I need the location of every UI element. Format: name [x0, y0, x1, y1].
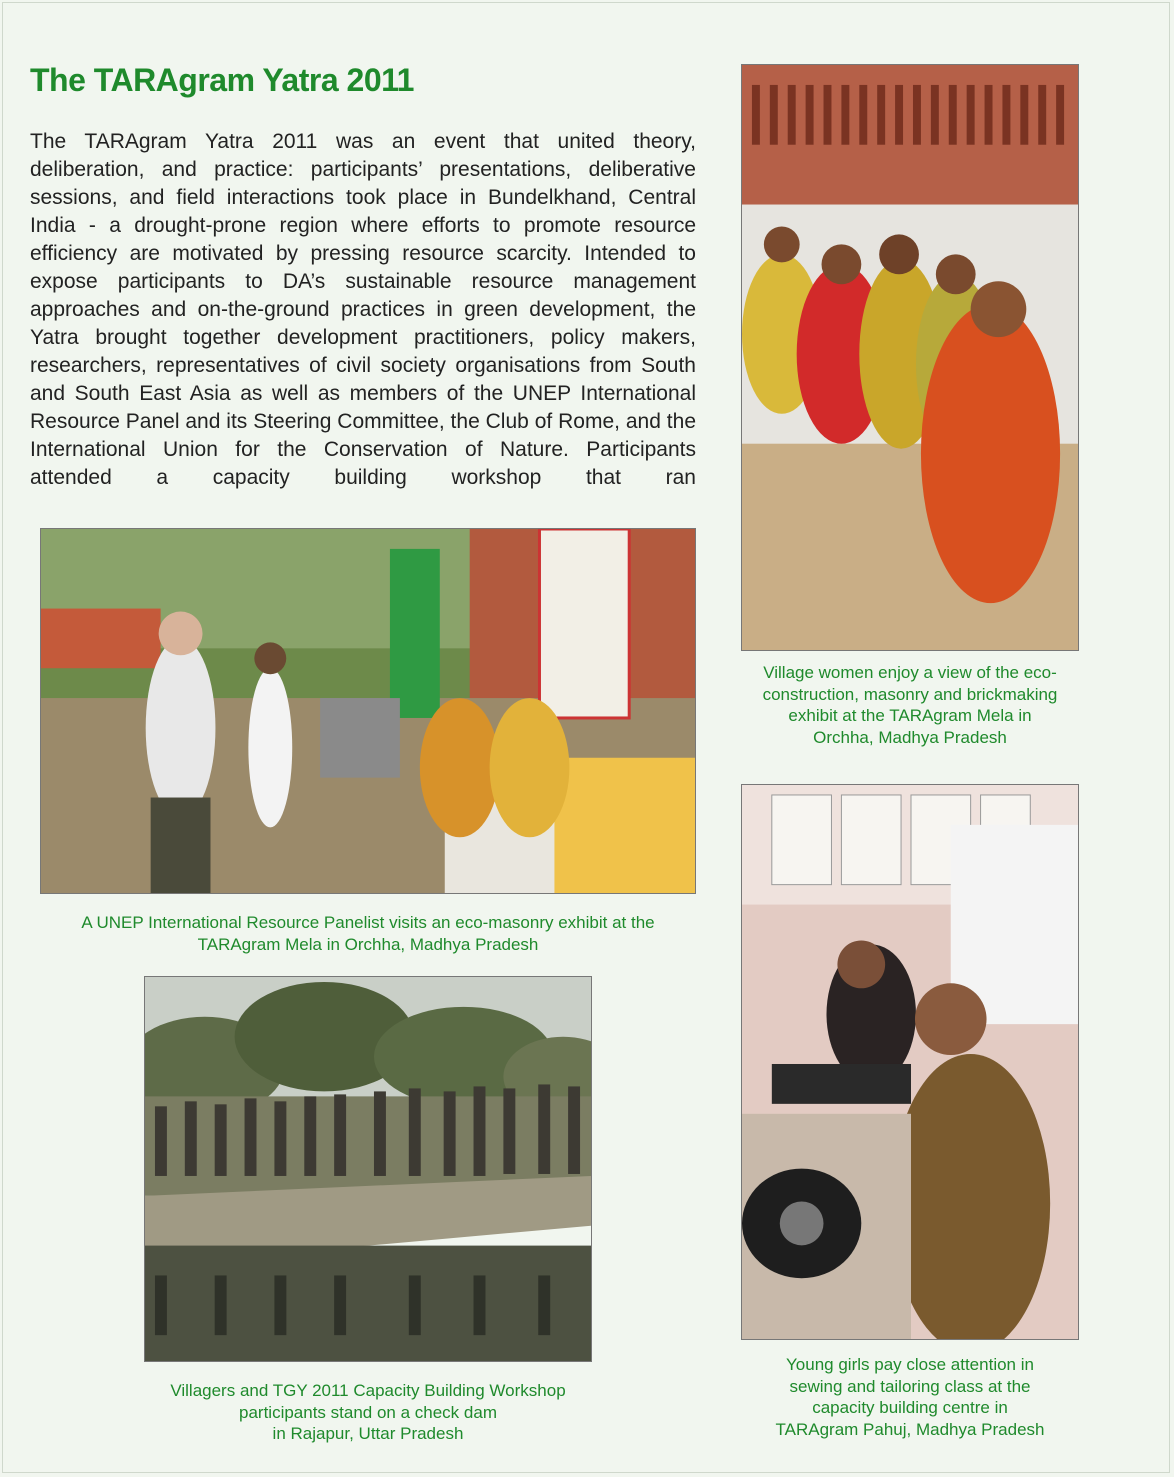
caption-check-dam: Villagers and TGY 2011 Capacity Building Workshop participants stand on a check dam in Rajapur, Uttar Pradesh	[170, 1381, 566, 1443]
photo-unep-panelist	[40, 528, 696, 894]
photo-check-dam	[144, 976, 592, 1362]
caption-village-women: Village women enjoy a view of the eco- construction, masonry and brickmaking exhibit at the TARAgram Mela in Orchha, Madhya Pradesh	[762, 663, 1058, 747]
caption-unep-panelist: A UNEP International Resource Panelist visits an eco-masonry exhibit at the TARAgram Mela in Orchha, Madhya Pradesh	[81, 913, 655, 954]
page-title: The TARAgram Yatra 2011	[30, 62, 414, 98]
photo-sewing-class	[741, 784, 1079, 1340]
photo-village-women	[741, 64, 1079, 651]
body-paragraph: The TARAgram Yatra 2011 was an event that united theory, deliberation, and practice: participants’ presentations, deliberative sessions, and field interactions took place in Bundelkhand, Central India - a drought-prone region where efforts to promote resource efficiency are motivated by pressing resource scarcity. Intended to expose participants to DA’s sustainable resource management approaches and on-the-ground practices in green development, the Yatra brought together development practitioners, policy makers, researchers, representatives of civil society organisations from South and South East Asia as well as members of the UNEP International Resource Panel and its Steering Committee, the Club of Rome, and the International Union for the Conservation of Nature. Participants attended a capacity building workshop that ran	[30, 130, 696, 489]
caption-sewing-class: Young girls pay close attention in sewing and tailoring class at the capacity building centre in TARAgram Pahuj, Madhya Pradesh	[775, 1355, 1045, 1439]
